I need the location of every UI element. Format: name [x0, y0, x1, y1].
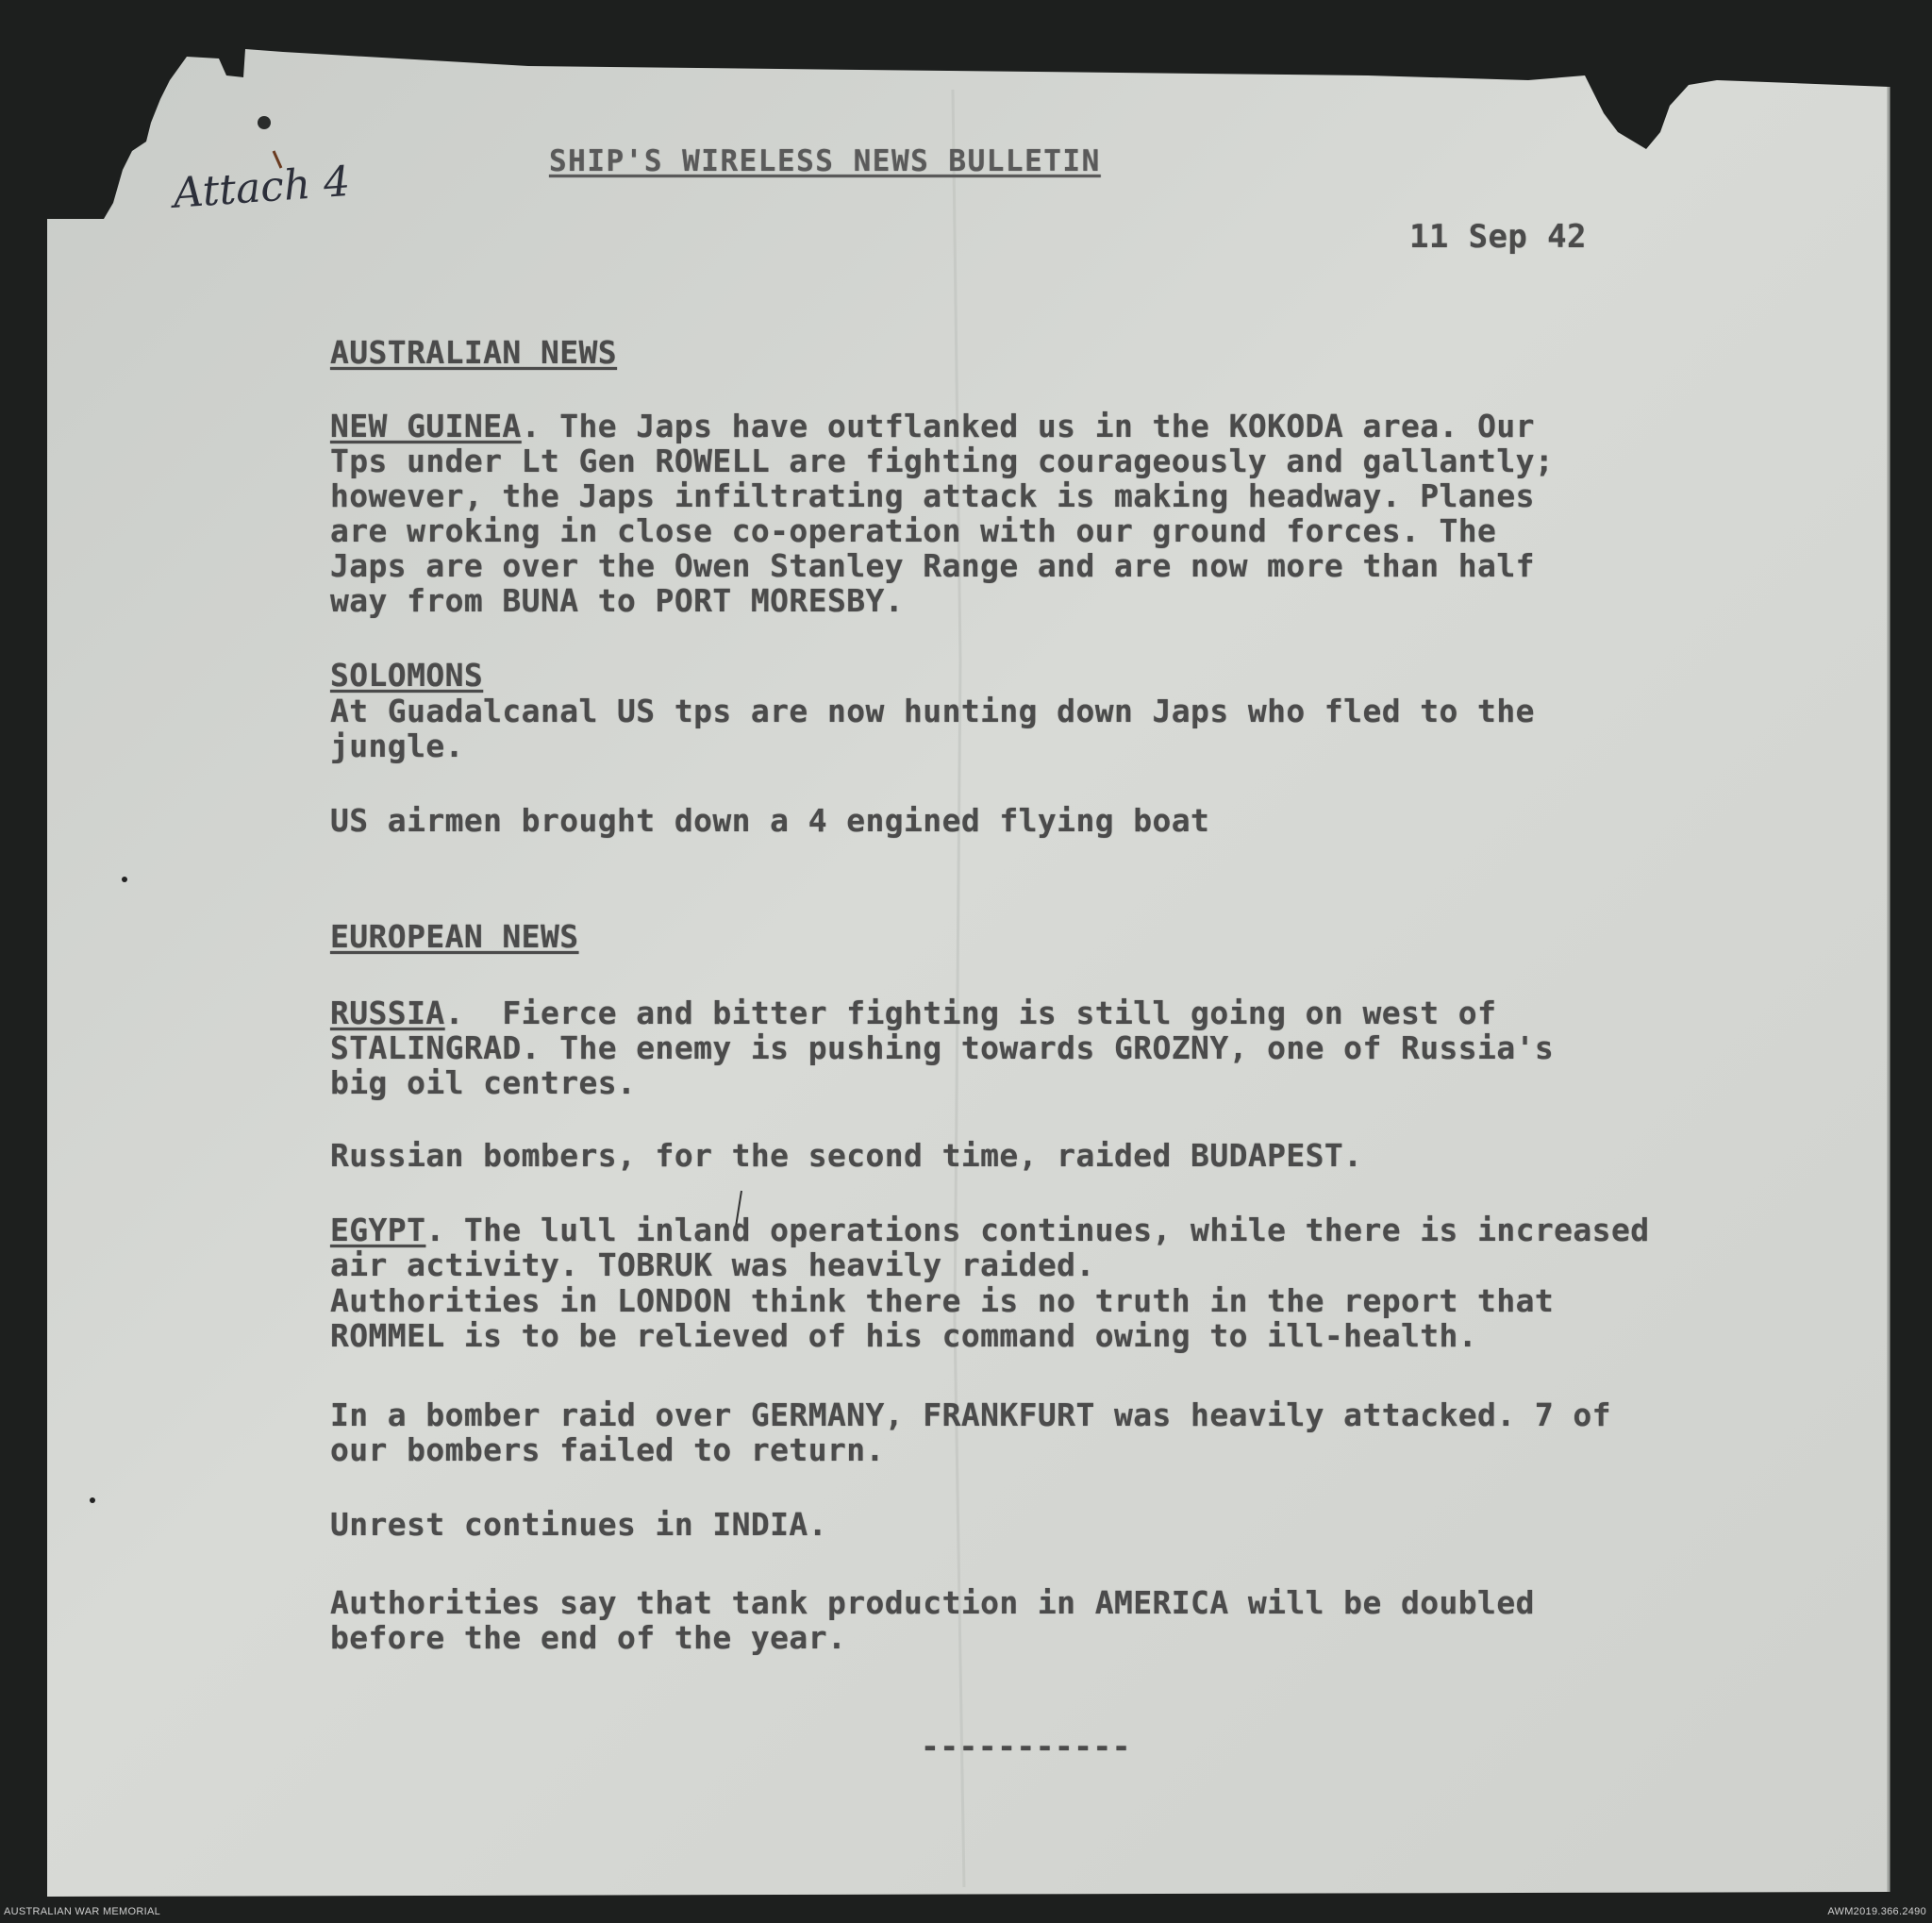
new-guinea-line: way from BUNA to PORT MORESBY. — [330, 582, 905, 619]
germany-line: our bombers failed to return. — [330, 1431, 885, 1468]
russia-paragraph — [330, 995, 1496, 1031]
footer-accession: AWM2019.366.2490 — [1827, 1906, 1926, 1917]
egypt-line: Authorities in LONDON think there is no truth in the report that — [330, 1282, 1555, 1319]
russia-bombers: Russian bombers, for the second time, raided BUDAPEST. — [330, 1137, 1363, 1174]
america-line: Authorities say that tank production in AMERICA will be doubled — [330, 1584, 1535, 1621]
india-line: Unrest continues in INDIA. — [330, 1506, 827, 1543]
solomons-line: jungle. — [330, 727, 464, 764]
heading-australian-news: AUSTRALIAN NEWS — [330, 334, 618, 371]
bulletin-date: 11 Sep 42 — [1409, 218, 1587, 256]
solomons-label: SOLOMONS — [330, 657, 484, 694]
bulletin-title: SHIP'S WIRELESS NEWS BULLETIN — [549, 144, 1101, 178]
russia-line: STALINGRAD. The enemy is pushing towards GROZNY, one of Russia's — [330, 1029, 1555, 1066]
margin-dot — [90, 1497, 95, 1503]
egypt-line-1: . The lull inland operations continues, while there is increased — [425, 1212, 1650, 1248]
new-guinea-line: Japs are over the Owen Stanley Range and are now more than half — [330, 547, 1535, 584]
america-line: before the end of the year. — [330, 1619, 847, 1656]
egypt-line: air activity. TOBRUK was heavily raided. — [330, 1246, 1095, 1283]
handwritten-annotation: Attach 4 — [172, 157, 352, 218]
russia-line-1: . Fierce and bitter fighting is still going on west of — [444, 995, 1497, 1031]
egypt-line: ROMMEL is to be relieved of his command owing to ill-health. — [330, 1317, 1478, 1354]
solomons-airmen: US airmen brought down a 4 engined flying boat — [330, 802, 1210, 839]
new-guinea-label: NEW GUINEA — [330, 408, 522, 444]
new-guinea-line-1: . The Japs have outflanked us in the KOKODA area. Our — [521, 408, 1535, 444]
end-rule: ----------- — [921, 1728, 1131, 1764]
solomons-line: At Guadalcanal US tps are now hunting down Japs who fled to the — [330, 693, 1535, 729]
russia-line: big oil centres. — [330, 1064, 637, 1101]
new-guinea-line: however, the Japs infiltrating attack is making headway. Planes — [330, 477, 1535, 514]
germany-line: In a bomber raid over GERMANY, FRANKFURT was heavily attacked. 7 of — [330, 1396, 1611, 1433]
egypt-label: EGYPT — [330, 1212, 426, 1248]
margin-dot — [122, 877, 127, 882]
footer-source: AUSTRALIAN WAR MEMORIAL — [4, 1906, 161, 1917]
russia-label: RUSSIA — [330, 995, 445, 1031]
new-guinea-line: are wroking in close co-operation with our ground forces. The — [330, 512, 1497, 549]
new-guinea-line: Tps under Lt Gen ROWELL are fighting courageously and gallantly; — [330, 443, 1555, 479]
heading-european-news: EUROPEAN NEWS — [330, 918, 579, 955]
new-guinea-paragraph — [330, 409, 1535, 444]
punch-mark — [258, 116, 271, 129]
egypt-paragraph — [330, 1212, 1649, 1248]
